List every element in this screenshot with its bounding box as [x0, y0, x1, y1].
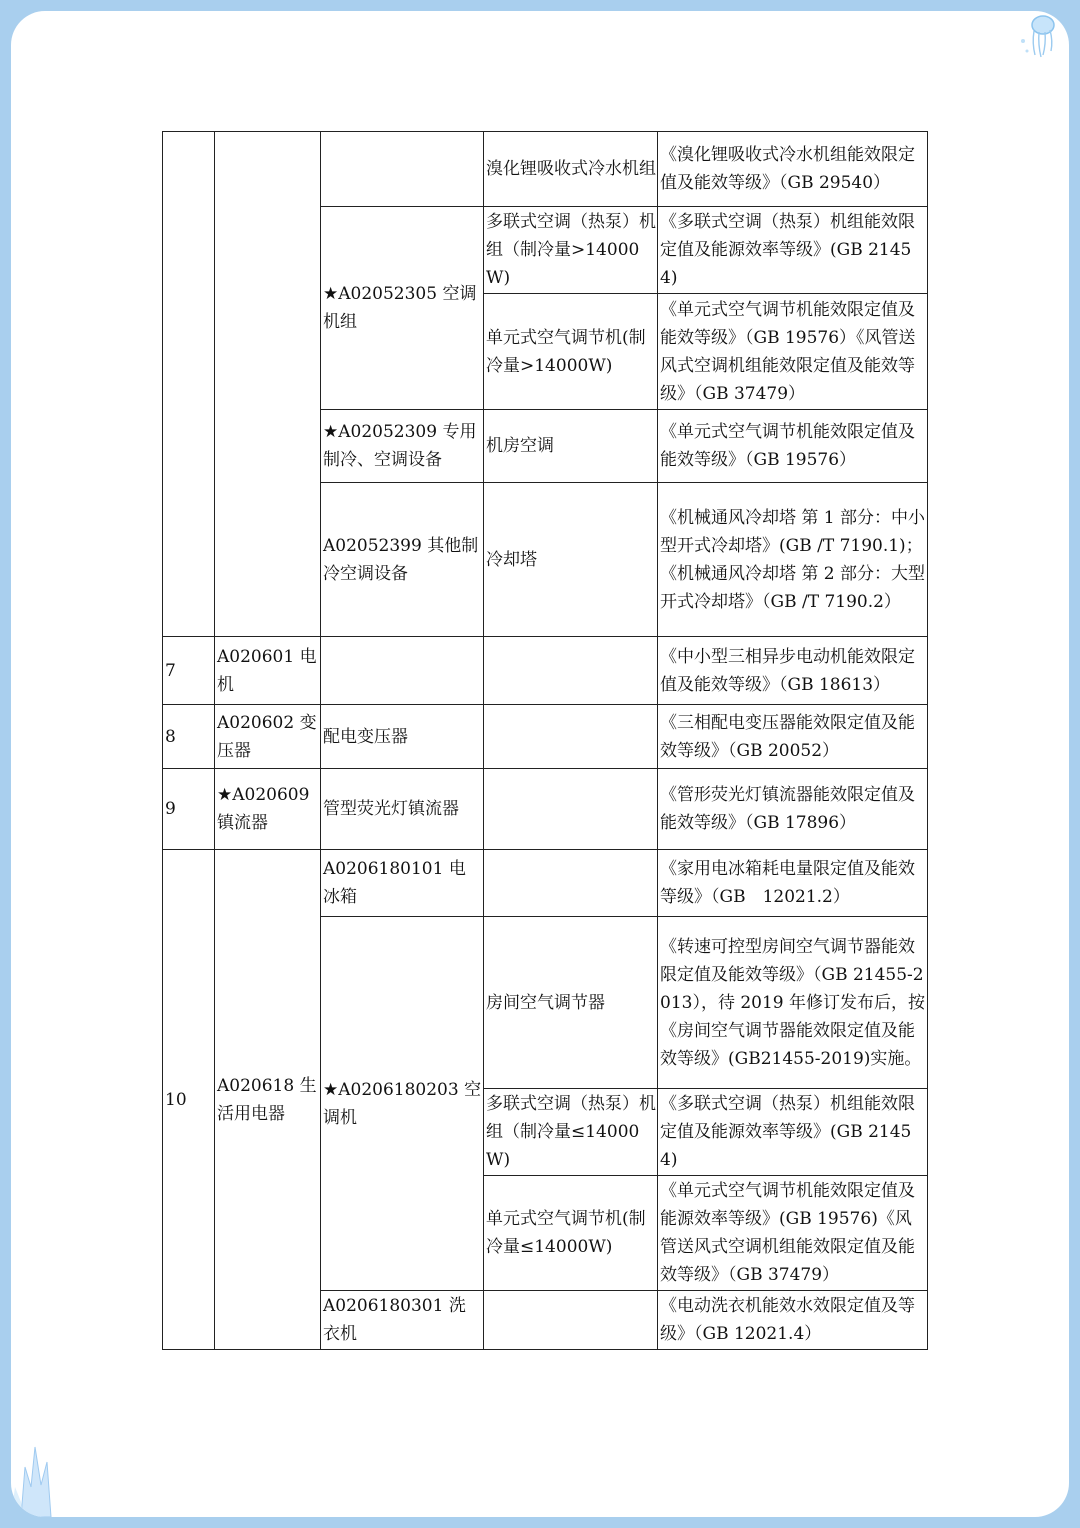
product-cell [484, 850, 658, 917]
item-cell: A020618 生活用电器 [215, 850, 321, 1350]
standard-cell: 《单元式空气调节机能效限定值及能源效率等级》(GB 19576)《风管送风式空调机组能效限定值及能效等级》（GB 37479） [658, 1176, 928, 1291]
category-cell: A0206180101 电冰箱 [321, 850, 484, 917]
product-cell: 单元式空气调节机(制冷量≤14000W) [484, 1176, 658, 1291]
standard-cell: 《管形荧光灯镇流器能效限定值及能效等级》（GB 17896） [658, 769, 928, 850]
document-page [11, 11, 1069, 1517]
product-cell: 冷却塔 [484, 483, 658, 637]
row-number-cell: 8 [163, 705, 215, 769]
category-cell: 配电变压器 [321, 705, 484, 769]
product-cell [484, 1291, 658, 1350]
category-cell: ★A0206180203 空调机 [321, 917, 484, 1291]
energy-standards-table [162, 131, 928, 1350]
coral-icon [11, 1407, 81, 1517]
standard-cell: 《单元式空气调节机能效限定值及能效等级》（GB 19576） [658, 410, 928, 483]
category-cell: A02052399 其他制冷空调设备 [321, 483, 484, 637]
standard-cell: 《多联式空调（热泵）机组能效限定值及能源效率等级》(GB 21454) [658, 1089, 928, 1176]
category-cell [321, 637, 484, 705]
standard-cell: 《机械通风冷却塔 第 1 部分：中小型开式冷却塔》(GB /T 7190.1)；《机械通风冷却塔 第 2 部分：大型开式冷却塔》（GB /T 7190.2） [658, 483, 928, 637]
product-cell [484, 637, 658, 705]
standard-cell: 《家用电冰箱耗电量限定值及能效等级》（GB 12021.2） [658, 850, 928, 917]
item-cell: A020602 变压器 [215, 705, 321, 769]
row-number-cell: 7 [163, 637, 215, 705]
category-cell [321, 132, 484, 207]
standard-cell: 《三相配电变压器能效限定值及能效等级》（GB 20052） [658, 705, 928, 769]
item-cell: ★A020609 镇流器 [215, 769, 321, 850]
standard-cell: 《转速可控型房间空气调节器能效限定值及能效等级》（GB 21455-2013），待 2019 年修订发布后，按《房间空气调节器能效限定值及能效等级》(GB21455-2019)实施。 [658, 917, 928, 1089]
product-cell: 多联式空调（热泵）机组（制冷量>14000W) [484, 207, 658, 294]
table-row [163, 132, 928, 207]
standard-cell: 《溴化锂吸收式冷水机组能效限定值及能效等级》（GB 29540） [658, 132, 928, 207]
category-cell: A0206180301 洗衣机 [321, 1291, 484, 1350]
category-cell: ★A02052309 专用制冷、空调设备 [321, 410, 484, 483]
product-cell: 机房空调 [484, 410, 658, 483]
table-row [163, 705, 928, 769]
table-row [163, 769, 928, 850]
item-cell [215, 132, 321, 637]
product-cell: 溴化锂吸收式冷水机组 [484, 132, 658, 207]
row-number-cell [163, 132, 215, 637]
product-cell [484, 769, 658, 850]
table-row [163, 850, 928, 917]
jellyfish-icon [1013, 11, 1065, 63]
category-cell: ★A02052305 空调机组 [321, 207, 484, 410]
table-row [163, 637, 928, 705]
product-cell [484, 705, 658, 769]
standard-cell: 《中小型三相异步电动机能效限定值及能效等级》（GB 18613） [658, 637, 928, 705]
product-cell: 房间空气调节器 [484, 917, 658, 1089]
item-cell: A020601 电机 [215, 637, 321, 705]
product-cell: 多联式空调（热泵）机组（制冷量≤14000W) [484, 1089, 658, 1176]
standard-cell: 《多联式空调（热泵）机组能效限定值及能源效率等级》(GB 21454) [658, 207, 928, 294]
standard-cell: 《单元式空气调节机能效限定值及能效等级》（GB 19576）《风管送风式空调机组能效限定值及能效等级》（GB 37479） [658, 294, 928, 410]
category-cell: 管型荧光灯镇流器 [321, 769, 484, 850]
product-cell: 单元式空气调节机(制冷量>14000W) [484, 294, 658, 410]
row-number-cell: 9 [163, 769, 215, 850]
row-number-cell: 10 [163, 850, 215, 1350]
standard-cell: 《电动洗衣机能效水效限定值及等级》（GB 12021.4） [658, 1291, 928, 1350]
